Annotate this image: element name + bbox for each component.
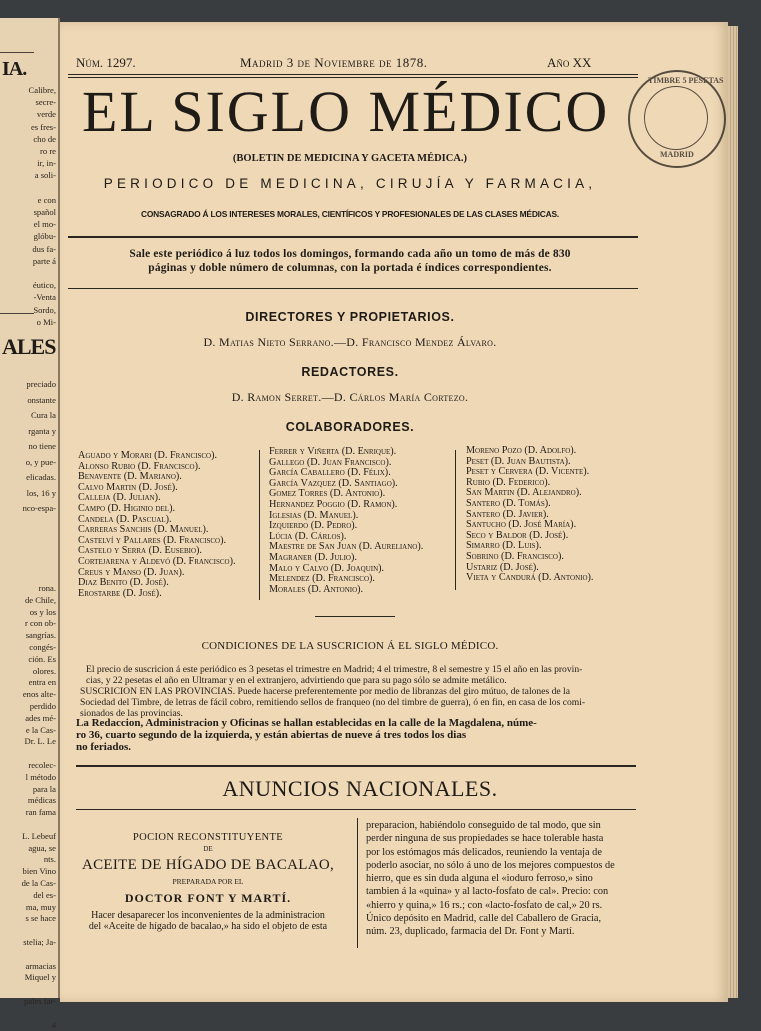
contributor-name: Peset (D. Juan Bautista). — [466, 455, 571, 467]
column-divider — [455, 450, 456, 590]
left-page-fragment — [0, 18, 60, 1030]
contributor-name: Sobrino (D. Francisco). — [466, 550, 564, 562]
contributor-name: Carreras Sanchis (D. Manuel). — [78, 524, 209, 536]
advertisement-left — [78, 832, 338, 932]
contributors-column-1 — [78, 451, 236, 599]
ad-body-line: hierro, que es sin duda alguna el «ioduro ferroso,» sino — [366, 873, 593, 885]
contributor-name: Benavente (D. Mariano). — [78, 471, 182, 483]
contributors-column-3 — [466, 446, 593, 584]
left-page-text-line: preciado — [26, 379, 56, 389]
left-page-text-line: el mo- — [33, 219, 56, 230]
contributor-name: Lúcia (D. Cárlos). — [269, 530, 347, 542]
directors-names: D. Matias Nieto Serrano.—D. Francisco Mendez Álvaro. — [203, 335, 497, 349]
left-page-text-line: los, 16 y — [26, 487, 56, 498]
ad-body-line: «hierro y quina,» 16 rs.; con «lacto-fosfato de cal,» 20 rs. — [366, 899, 603, 911]
left-page-text-line: ran fama — [25, 807, 56, 818]
left-page-text-line: onstante — [27, 394, 56, 405]
left-page-text-line: verde — [36, 109, 56, 120]
editors-heading: REDACTORES. — [301, 365, 399, 379]
ad-body-line: tambien á la «quina» y al lacto-fosfato de cal». Precio: con — [366, 886, 609, 898]
left-page-text-line: nco-espa- — [22, 503, 56, 513]
subscription-paragraph-2: SUSCRICION EN LAS PROVINCIAS. Puede hacerse preferentemente por medio de libranzas del giro mútuo, de talones de la Sociedad del Timbre, de letras de fácil cobro, remitiendo sellos de franqueo (no del timbre de guerra), ó en fin, en casa de los comi- sionados de las provincias. — [80, 686, 586, 720]
contributor-name: Morales (D. Antonio). — [269, 583, 364, 595]
contributors-heading: COLABORADORES. — [285, 420, 415, 434]
left-page-text-line: elicadas. — [26, 472, 56, 482]
contributor-name: Candela (D. Pascual). — [78, 513, 172, 525]
left-page-text-line: parte á — [32, 255, 56, 266]
editors-names: D. Ramon Serret.—D. Cárlos María Cortezo. — [231, 390, 469, 404]
left-page-text-line: rganta y — [28, 425, 56, 436]
contributor-name: Castelo y Serra (D. Eusebio). — [78, 545, 202, 557]
left-page-text-line: stelia; Ja- — [23, 937, 56, 947]
contributor-name: Peset y Cervera (D. Vicente). — [466, 466, 590, 478]
tagline: PERIODICO DE MEDICINA, CIRUJÍA Y FARMACIA, — [103, 176, 597, 191]
ad-body-line: núm. 23, duplicado, farmacia del Dr. Font y Martí. — [366, 926, 575, 938]
contributor-name: Cortejarena y Aldevó (D. Francisco). — [78, 555, 236, 567]
short-rule — [315, 616, 395, 617]
left-page-text-line: 4 — [51, 1019, 56, 1030]
contributor-name: Castelví y Pallares (D. Francisco). — [78, 534, 227, 546]
left-page-text-line: l método — [25, 771, 56, 782]
contributor-name: Santucho (D. José María). — [466, 519, 577, 531]
left-page-text-line: Sordo, — [33, 304, 56, 315]
stamp-bottom-text: MADRID — [660, 150, 694, 159]
ad-body-line: perder ninguna de sus propiedades se hace tolerable hasta — [366, 833, 604, 845]
divider — [0, 313, 34, 314]
contributors-column-2 — [269, 447, 423, 595]
contributor-name: Santero (D. Javier). — [466, 508, 549, 520]
left-page-text-line: nts. — [43, 854, 56, 865]
ad-body: Hacer desaparecer los inconvenientes de la administracion — [91, 910, 325, 921]
left-page-text-line: -Venta — [33, 292, 56, 303]
ad-doctor-name: DOCTOR FONT Y MARTÍ. — [124, 891, 292, 905]
rule — [68, 236, 638, 238]
contributor-name: Alonso Rubio (D. Francisco). — [78, 460, 201, 472]
left-page-text-line: e con — [37, 194, 56, 205]
left-page-text-line: pales far- — [23, 996, 56, 1006]
left-page-text-line: r con ob- — [24, 618, 56, 629]
issue-year: Año XX — [547, 55, 592, 70]
left-page-text-line: perdido — [29, 701, 56, 711]
contributor-name: Izquierdo (D. Pedro). — [269, 520, 358, 532]
left-page-text-line: éutico, — [32, 280, 56, 291]
left-page-text-line: agua, se — [28, 842, 56, 853]
left-page-text-line: dus fa- — [32, 243, 56, 254]
left-page-text-line: ir, in- — [37, 158, 56, 169]
contributor-name: Iglesias (D. Manuel). — [269, 509, 359, 521]
office-notice: La Redaccion, Administracion y Oficinas se hallan establecidas en la calle de la Magdalena, núme- ro 36, cuarto segundo de la izquierda, y están abiertas de nueve á tres todos los dias no feriados. — [76, 717, 537, 753]
left-page-text-line: glóbu- — [33, 231, 56, 242]
contributor-name: García Caballero (D. Félix). — [269, 467, 391, 479]
contributor-name: Maestre de San Juan (D. Aureliano). — [269, 541, 424, 553]
ad-product-name: ACEITE DE HÍGADO DE BACALAO, — [81, 857, 335, 873]
ad-line: PREPARADA POR EL — [172, 877, 244, 886]
left-page-text-line: no tiene — [28, 441, 56, 451]
left-page-text-line: de Chile, — [24, 594, 56, 605]
rule — [68, 288, 638, 289]
contributor-name: Moreno Pozo (D. Adolfo). — [466, 445, 577, 456]
left-page-text-line: es fres- — [30, 121, 56, 132]
contributor-name: Erostarbe (D. José). — [78, 587, 162, 599]
stamp-seal — [644, 86, 708, 150]
left-page-text-line: olores. — [32, 665, 56, 676]
contributor-name: Melendez (D. Francisco). — [269, 573, 375, 585]
ad-body-line: Único depósito en Madrid, calle del Caballero de Gracia, — [366, 913, 602, 925]
left-page-text-line: o Mi- — [36, 316, 56, 327]
left-page-text-line: Miquel y — [24, 972, 56, 983]
left-page-title-fragment: IA. — [2, 58, 27, 80]
left-page-text-line: secre- — [35, 97, 56, 108]
masthead-title: EL SIGLO MÉDICO — [82, 79, 610, 144]
left-page-text-line: rona. — [38, 583, 56, 593]
contributor-name: Ustariz (D. José). — [466, 561, 539, 573]
subtitle: (BOLETIN DE MEDICINA Y GACETA MÉDICA.) — [232, 153, 468, 164]
left-page-text-line: L. Lebeuf — [22, 830, 56, 841]
contributor-name: San Martin (D. Alejandro). — [466, 487, 582, 499]
contributor-name: García Vazquez (D. Santiago). — [269, 477, 398, 489]
left-page-text-line: os y los — [29, 606, 56, 617]
contributor-name: Diaz Benito (D. José). — [78, 577, 169, 589]
contributor-name: Hernandez Poggio (D. Ramon). — [269, 498, 398, 510]
contributor-name: Aguado y Morari (D. Francisco). — [78, 450, 218, 461]
contributor-name: Gallego (D. Juan Francisco). — [269, 456, 392, 468]
left-page-text-line: para la — [32, 783, 56, 794]
left-page-text-line: recolec- — [28, 760, 56, 770]
ad-line: DE — [203, 845, 213, 853]
left-page-text-line: armacias — [25, 960, 56, 971]
directors-heading: DIRECTORES Y PROPIETARIOS. — [245, 310, 455, 324]
rule — [76, 809, 636, 810]
contributor-name: Gomez Torres (D. Antonio). — [269, 488, 386, 500]
contributor-name: Malo y Calvo (D. Joaquin). — [269, 562, 385, 574]
contributor-name: Calleja (D. Julian). — [78, 492, 161, 504]
revenue-stamp — [628, 70, 726, 168]
contributor-name: Santero (D. Tomás). — [466, 497, 551, 509]
issue-number: Núm. 1297. — [76, 55, 136, 70]
contributor-name: Vieta y Candurá (D. Antonio). — [466, 572, 594, 584]
issue-date: Madrid 3 de Noviembre de 1878. — [240, 55, 428, 70]
subscription-heading: CONDICIONES DE LA SUSCRICION Á EL SIGLO MÉDICO. — [201, 640, 499, 652]
left-page-heading-fragment: ALES — [2, 334, 56, 359]
left-page-text-line: bien Vino — [22, 866, 56, 877]
advertisement-right — [366, 819, 656, 939]
left-page-text-line: ades mé- — [25, 712, 56, 723]
header-rule — [68, 74, 638, 75]
left-page-text-line: médicas — [27, 795, 56, 806]
left-page-text-line: del es- — [33, 889, 56, 900]
left-page-text-line: entra en — [28, 677, 56, 688]
left-page-text-line: Calibre, — [28, 85, 56, 95]
contributor-name: Rubio (D. Federico). — [466, 476, 551, 488]
left-page-text-line: enos alte- — [22, 689, 56, 700]
contributor-name: Creus y Manso (D. Juan). — [78, 566, 185, 578]
ad-body: del «Aceite de hígado de bacalao,» ha sido el objeto de esta — [88, 921, 328, 932]
notice-line-1: Sale este periódico á luz todos los domingos, formando cada año un tomo de más de 830 — [129, 248, 571, 260]
ad-body-line: por los estómagos más delicados, reuniendo la ventaja de — [366, 846, 602, 858]
column-divider — [259, 450, 260, 600]
contributor-name: Ferrer y Viñerta (D. Enrique). — [269, 446, 397, 457]
dedication: CONSAGRADO Á LOS INTERESES MORALES, CIENTÍFICOS Y PROFESIONALES DE LAS CLASES MÉDICAS. — [140, 209, 560, 219]
left-page-text-line: s se hace — [25, 913, 56, 924]
contributor-name: Seco y Baldor (D. José). — [466, 529, 569, 541]
left-page-text-line: spañol — [33, 207, 56, 217]
left-page-text-line: e la Cas- — [25, 724, 56, 735]
ad-line: POCION RECONSTITUYENTE — [132, 832, 284, 843]
contributor-name: Magraner (D. Julio). — [269, 551, 357, 563]
stamp-top-text: TIMBRE 5 PESETAS — [648, 76, 724, 85]
left-page-text-line: cho de — [33, 133, 56, 144]
left-page-text-line: o, y pue- — [25, 456, 56, 467]
notice-line-2: páginas y doble número de columnas, con la portada é índices correspondientes. — [148, 262, 552, 274]
left-page-text-line: ción. Es — [28, 653, 56, 664]
left-page-text-line: de la Cas- — [21, 878, 56, 888]
left-page-text-line: Cura la — [30, 410, 56, 420]
left-page-text-line: ro re — [40, 146, 56, 156]
rule — [76, 765, 636, 767]
contributor-name: Campo (D. Higinio del). — [78, 502, 176, 514]
left-page-text-line: ma, muy — [25, 901, 56, 912]
ad-body-line: preparacion, habiéndolo conseguido de tal modo, que sin — [366, 820, 601, 831]
ads-heading: ANUNCIOS NACIONALES. — [222, 776, 498, 801]
left-page-text-line: congés- — [29, 642, 56, 652]
newspaper-page — [60, 22, 728, 1002]
left-page-text-line: sangrías. — [25, 630, 56, 641]
contributor-name: Simarro (D. Luis). — [466, 540, 542, 552]
left-page-text-line: a soli- — [34, 170, 56, 181]
divider — [0, 52, 34, 53]
left-page-text-line: Dr. L. Le — [24, 736, 56, 747]
column-divider — [357, 818, 358, 948]
contributor-name: Calvo Martin (D. José). — [78, 481, 178, 493]
subscription-paragraph-1: El precio de suscricion á este periódico es 3 pesetas el trimestre en Madrid; 4 el trimestre, 8 el semestre y 15 el año en las provin- cias, y 22 pesetas el año en Ultramar y en el extranjero, advirtiendo que para su pago sólo se admite metálico. — [86, 664, 583, 687]
ad-body-line: poderlo asociar, no sólo á uno de los mejores compuestos de — [366, 859, 615, 871]
